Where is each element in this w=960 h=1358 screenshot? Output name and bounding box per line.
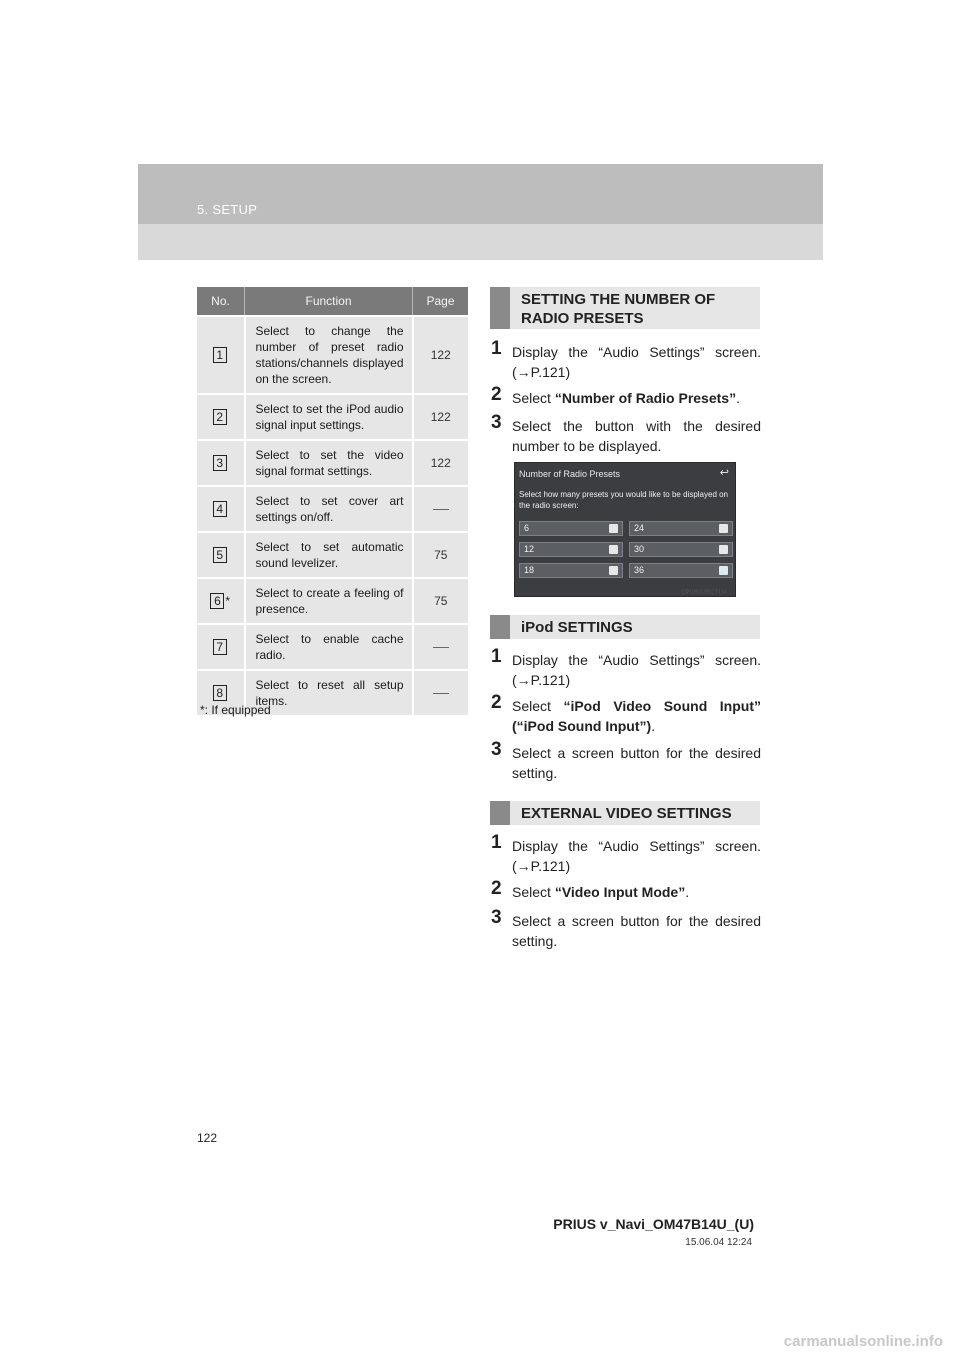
header-bottom-band — [138, 224, 823, 260]
ipod-settings-heading — [490, 615, 760, 639]
screen-code: CPI0502RCTUA — [681, 590, 728, 596]
row-number-cell — [197, 316, 245, 394]
function-text: Select to set automatic sound levelizer. — [255, 540, 404, 570]
radio-step-3 — [491, 412, 761, 456]
function-cell — [245, 440, 413, 486]
checked-checkbox-icon — [719, 566, 728, 575]
row-number-cell — [197, 440, 245, 486]
preset-button-label: 24 — [634, 523, 645, 533]
radio-step-1 — [491, 338, 761, 382]
heading-bar — [490, 615, 510, 639]
table-row — [197, 394, 468, 440]
document-timestamp: 15.06.04 12:24 — [685, 1237, 752, 1248]
row-number-badge: 3 — [213, 455, 227, 471]
step-text-bold: “iPod Video Sound Input” (“iPod Sound Input”) — [512, 698, 761, 734]
page-ref: 122 — [430, 456, 451, 470]
step-number: 3 — [491, 412, 502, 433]
step-text-post: . — [736, 390, 740, 406]
step-text-pre: Select — [512, 884, 555, 900]
row-number-badge: 5 — [213, 547, 227, 563]
no-page-dash — [433, 509, 449, 510]
function-text: Select to set the iPod audio signal input settings. — [255, 402, 404, 432]
page-cell — [413, 316, 469, 394]
row-number-badge: 8 — [213, 685, 227, 701]
step-number: 1 — [491, 646, 502, 667]
page-ref: 75 — [434, 594, 448, 608]
table-row — [197, 624, 468, 670]
row-number-cell — [197, 532, 245, 578]
checkbox-icon — [719, 545, 728, 554]
video-step-1 — [491, 832, 761, 876]
step-number: 1 — [491, 338, 502, 359]
function-text: Select to set the video signal format settings. — [255, 448, 404, 478]
function-text: Select to set cover art settings on/off. — [255, 494, 404, 524]
row-number-cell — [197, 624, 245, 670]
video-settings-heading — [490, 801, 760, 825]
table-row — [197, 486, 468, 532]
heading-bar — [490, 801, 510, 825]
screen-prompt: Select how many presets you would like to be displayed on the radio screen: — [519, 490, 729, 510]
no-page-dash — [433, 647, 449, 648]
page-number: 122 — [197, 1131, 218, 1145]
step-text-bold: “Number of Radio Presets” — [554, 390, 737, 406]
function-cell — [245, 532, 413, 578]
row-number-cell — [197, 486, 245, 532]
ipod-step-2 — [491, 692, 761, 736]
row-number-badge: 7 — [213, 639, 227, 655]
page-cell — [413, 578, 469, 624]
step-text-bold: “Video Input Mode” — [554, 884, 686, 900]
row-number-badge: 6 — [210, 593, 224, 609]
preset-button-label: 18 — [524, 565, 535, 575]
page-ref: 122 — [430, 410, 451, 424]
page-ref: 122 — [430, 348, 451, 362]
step-text-pre: Select — [512, 698, 564, 714]
function-cell — [245, 486, 413, 532]
row-number-badge: 2 — [213, 409, 227, 425]
header-page: Page — [413, 287, 469, 316]
step-text: Select the button with the desired number to be displayed. — [512, 418, 761, 454]
video-step-3 — [491, 907, 761, 951]
preset-button-36[interactable] — [629, 563, 733, 578]
section-label: 5. SETUP — [197, 202, 258, 217]
header-band — [138, 164, 823, 260]
heading-bar — [490, 287, 510, 329]
table-row — [197, 440, 468, 486]
step-number: 3 — [491, 739, 502, 760]
no-page-dash — [433, 693, 449, 694]
footnote: *: If equipped — [200, 703, 271, 717]
preset-button-12[interactable] — [519, 542, 623, 557]
step-text-pre: Select — [512, 390, 555, 406]
checkbox-icon — [719, 524, 728, 533]
preset-button-label: 6 — [524, 523, 530, 533]
ipod-step-1 — [491, 646, 761, 690]
step-text-post: . — [685, 884, 690, 900]
page-cell — [413, 486, 469, 532]
preset-button-label: 12 — [524, 544, 535, 554]
row-number-cell — [197, 394, 245, 440]
function-table — [197, 287, 468, 715]
preset-button-18[interactable] — [519, 563, 623, 578]
radio-presets-screen — [514, 462, 736, 597]
preset-button-label: 30 — [634, 544, 645, 554]
function-text: Select to enable cache radio. — [255, 632, 404, 662]
function-text: Select to create a feeling of presence. — [255, 586, 404, 616]
page-ref: 75 — [434, 548, 448, 562]
row-number-badge: 4 — [213, 501, 227, 517]
function-cell — [245, 624, 413, 670]
table-row — [197, 532, 468, 578]
page-cell — [413, 394, 469, 440]
ipod-settings-title: iPod SETTINGS — [521, 619, 633, 636]
checkbox-icon — [609, 545, 618, 554]
step-text — [491, 697, 761, 736]
radio-presets-title: SETTING THE NUMBER OF RADIO PRESETS — [521, 291, 716, 327]
step-text: Display the “Audio Settings” screen. (→P.121) — [512, 344, 761, 380]
step-number: 3 — [491, 907, 502, 928]
function-text: Select to change the number of preset radio stations/channels displayed on the screen. — [255, 324, 404, 386]
watermark: carmanualsonline.info — [783, 1333, 943, 1350]
function-text: Select to reset all setup items. — [255, 678, 404, 708]
step-number: 2 — [491, 692, 502, 713]
preset-button-label: 36 — [634, 565, 645, 575]
function-cell — [245, 316, 413, 394]
page-cell — [413, 532, 469, 578]
step-number: 2 — [491, 878, 502, 899]
step-text: Display the “Audio Settings” screen. (→P.121) — [512, 838, 761, 874]
back-arrow-icon: ↩ — [719, 467, 729, 479]
step-text — [491, 883, 761, 903]
table-row — [197, 578, 468, 624]
step-text — [491, 389, 761, 409]
step-text: Select a screen button for the desired setting. — [512, 745, 761, 781]
page-cell — [413, 624, 469, 670]
checkbox-icon — [609, 524, 618, 533]
function-cell — [245, 394, 413, 440]
row-number-cell — [197, 578, 245, 624]
preset-button-24[interactable] — [629, 521, 733, 536]
function-cell — [245, 578, 413, 624]
page-cell — [413, 670, 469, 715]
row-number-badge: 1 — [213, 347, 227, 363]
header-no: No. — [197, 287, 245, 316]
step-number: 1 — [491, 832, 502, 853]
document-id: PRIUS v_Navi_OM47B14U_(U) — [553, 1216, 754, 1232]
preset-button-30[interactable] — [629, 542, 733, 557]
step-text: Display the “Audio Settings” screen. (→P.121) — [512, 652, 761, 688]
step-number: 2 — [491, 384, 502, 405]
preset-button-6[interactable] — [519, 521, 623, 536]
step-text: Select a screen button for the desired setting. — [512, 913, 761, 949]
table-row — [197, 316, 468, 394]
header-function: Function — [245, 287, 413, 316]
radio-presets-heading — [490, 287, 760, 329]
table-header-row — [197, 287, 468, 316]
step-text-post: . — [651, 717, 656, 734]
checkbox-icon — [609, 566, 618, 575]
header-top-band — [138, 164, 823, 224]
video-settings-title: EXTERNAL VIDEO SETTINGS — [521, 805, 732, 822]
page-cell — [413, 440, 469, 486]
ipod-step-3 — [491, 739, 761, 783]
video-step-2 — [491, 878, 761, 903]
radio-step-2 — [491, 384, 761, 409]
equipped-marker: * — [225, 593, 231, 608]
screen-title: Number of Radio Presets — [519, 469, 621, 479]
table-body — [197, 316, 468, 715]
